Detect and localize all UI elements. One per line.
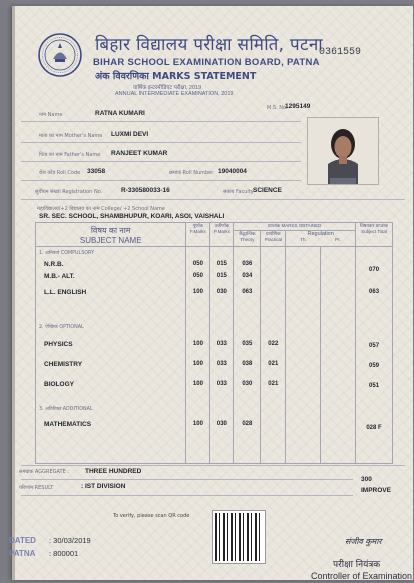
- subject-total-cell: 059: [369, 363, 380, 369]
- subject-total-cell: 063: [369, 289, 380, 295]
- aggregate-words: THREE HUNDRED: [85, 468, 142, 475]
- divider: [21, 479, 353, 480]
- subject-total-cell: 070: [369, 267, 380, 273]
- theory-header: सैद्धान्तिक Theory: [234, 231, 261, 247]
- college-name: SR. SEC. SCHOOL, SHAMBHUPUR, KOARI, ASOI, VAISHALI: [39, 213, 225, 220]
- theory-marks-cell: 030: [242, 381, 253, 387]
- pass-marks-cell: 015: [216, 261, 227, 267]
- full-marks-cell: 100: [192, 421, 203, 427]
- theory-marks-cell: 028: [242, 421, 253, 427]
- practical-column: [261, 247, 286, 464]
- pass-marks-cell: 030: [216, 289, 227, 295]
- remark: IMPROVE: [361, 487, 391, 494]
- father-name-label: पिता का नाम Father's Name: [39, 152, 101, 158]
- divider: [21, 161, 301, 162]
- mother-name-label: माता का नाम Mother's Name: [39, 133, 103, 139]
- subject-name: CHEMISTRY: [44, 361, 83, 368]
- practical-marks-cell: 021: [268, 381, 279, 387]
- marks-statement-document: [9, 6, 413, 581]
- roll-code-label: रोल कोड Roll Code: [39, 170, 81, 176]
- marks-statement-title: अंक विवरणिका MARKS STATEMENT: [95, 71, 257, 82]
- subject-header: विषय का नाम SUBJECT NAME: [36, 223, 186, 247]
- practical-marks-cell: 022: [268, 341, 279, 347]
- full-marks-cell: 100: [192, 289, 203, 295]
- fm-column: [186, 247, 210, 464]
- board-title-english: BIHAR SCHOOL EXAMINATION BOARD, PATNA: [93, 57, 320, 68]
- pass-marks-header: उत्तीर्णांक P.Marks: [210, 223, 234, 247]
- practical-marks-cell: 021: [268, 361, 279, 367]
- dated-value: : 30/03/2019: [49, 536, 91, 545]
- controller-signature: संजीव कुमार: [345, 537, 382, 546]
- result-label: परिणाम RESULT: [19, 485, 54, 491]
- controller-title-english: Controller of Examination: [311, 571, 413, 581]
- section-title: 1. अनिवार्य COMPULSORY: [39, 251, 95, 256]
- full-marks-header: पूर्णांक F.Marks: [186, 223, 210, 247]
- subject-name: N.R.B.: [44, 261, 64, 268]
- dated-label: DATED: [9, 536, 36, 545]
- student-name: RATNA KUMARI: [95, 110, 145, 117]
- subject-name: L.L. ENGLISH: [44, 289, 87, 296]
- faculty: SCIENCE: [253, 187, 282, 194]
- divider: [21, 142, 301, 143]
- board-title-hindi: बिहार विद्यालय परीक्षा समिति, पटना: [95, 35, 323, 55]
- divider: [21, 465, 405, 466]
- practical-header: प्रायोगिक Practical: [261, 231, 286, 247]
- roll-number: 19040004: [218, 168, 247, 175]
- full-marks-cell: 100: [192, 361, 203, 367]
- subject-name: MATHEMATICS: [44, 421, 92, 428]
- verify-text: To verify, please scan QR code: [113, 513, 190, 519]
- pass-marks-cell: 033: [216, 381, 227, 387]
- subject-name: M.B.- ALT.: [44, 273, 75, 280]
- divider: [21, 180, 301, 181]
- section-title: 3. अतिरिक्त ADDITIONAL: [39, 407, 93, 412]
- pm-column: [210, 247, 234, 464]
- subject-total-cell: 028 F: [366, 425, 382, 431]
- marks-table: [35, 222, 393, 464]
- qr-code[interactable]: [213, 511, 265, 563]
- pass-marks-cell: 033: [216, 341, 227, 347]
- registration-number: R-330580033-16: [121, 187, 170, 194]
- roll-number-label: क्रमांक Roll Number: [169, 170, 214, 176]
- full-marks-cell: 100: [192, 381, 203, 387]
- marks-obtained-header: प्राप्तांक MARKS OBTAINED: [234, 223, 356, 231]
- total-column: [356, 247, 393, 464]
- place-label: PATNA: [9, 549, 36, 558]
- theory-marks-cell: 034: [242, 273, 253, 279]
- full-marks-cell: 050: [192, 273, 203, 279]
- subject-total-cell: 051: [369, 383, 380, 389]
- faculty-label: संकाय Faculty: [223, 189, 254, 195]
- registration-label: सूचीयन संख्या Registration No.: [35, 189, 103, 195]
- regulation-th-column: [286, 247, 321, 464]
- subject-column: [36, 247, 186, 464]
- college-label: महाविद्यालय/+2 विद्यालय का नाम College/ +2 School Name: [37, 206, 165, 212]
- regulation-header: Regulation Th. Pr.: [286, 231, 356, 247]
- ms-number-label: M.S. No.: [267, 105, 288, 111]
- serial-number: 0361559: [319, 47, 362, 58]
- roll-code: 33058: [87, 168, 106, 175]
- ms-number: 1295149: [285, 103, 311, 110]
- controller-title-hindi: परीक्षा नियंत्रक: [333, 560, 381, 570]
- board-emblem-icon: [37, 32, 83, 78]
- name-label: नाम Name: [39, 112, 63, 118]
- full-marks-cell: 050: [192, 261, 203, 267]
- father-name: RANJEET KUMAR: [111, 150, 168, 157]
- theory-column: [234, 247, 261, 464]
- place-code: : 800001: [49, 549, 79, 558]
- subject-name: BIOLOGY: [44, 381, 74, 388]
- theory-marks-cell: 036: [242, 261, 253, 267]
- theory-marks-cell: 038: [242, 361, 253, 367]
- full-marks-cell: 100: [192, 341, 203, 347]
- pass-marks-cell: 015: [216, 273, 227, 279]
- result-value: : IST DIVISION: [81, 483, 126, 490]
- divider: [21, 495, 353, 496]
- theory-marks-cell: 035: [242, 341, 253, 347]
- subject-total-header: विषयवार प्राप्तांक Subject Total: [356, 223, 393, 247]
- exam-subtitle-english: ANNUAL INTERMEDIATE EXAMINATION, 2019: [115, 91, 234, 97]
- mother-name: LUXMI DEVI: [111, 131, 149, 138]
- pass-marks-cell: 030: [216, 421, 227, 427]
- divider: [21, 199, 405, 200]
- theory-marks-cell: 063: [242, 289, 253, 295]
- aggregate-value: 300: [361, 476, 372, 483]
- section-title: 2. ऐच्छिक OPTIONAL: [39, 325, 84, 330]
- subject-total-cell: 057: [369, 343, 380, 349]
- regulation-pr-column: [321, 247, 356, 464]
- divider: [21, 121, 301, 122]
- aggregate-label: समग्रांक AGGREGATE :: [19, 469, 70, 475]
- pass-marks-cell: 033: [216, 361, 227, 367]
- subject-name: PHYSICS: [44, 341, 73, 348]
- student-photo: [307, 117, 379, 185]
- exam-subtitle-hindi: वार्षिक इन्टरमीडिएट परीक्षा, 2019: [133, 85, 202, 91]
